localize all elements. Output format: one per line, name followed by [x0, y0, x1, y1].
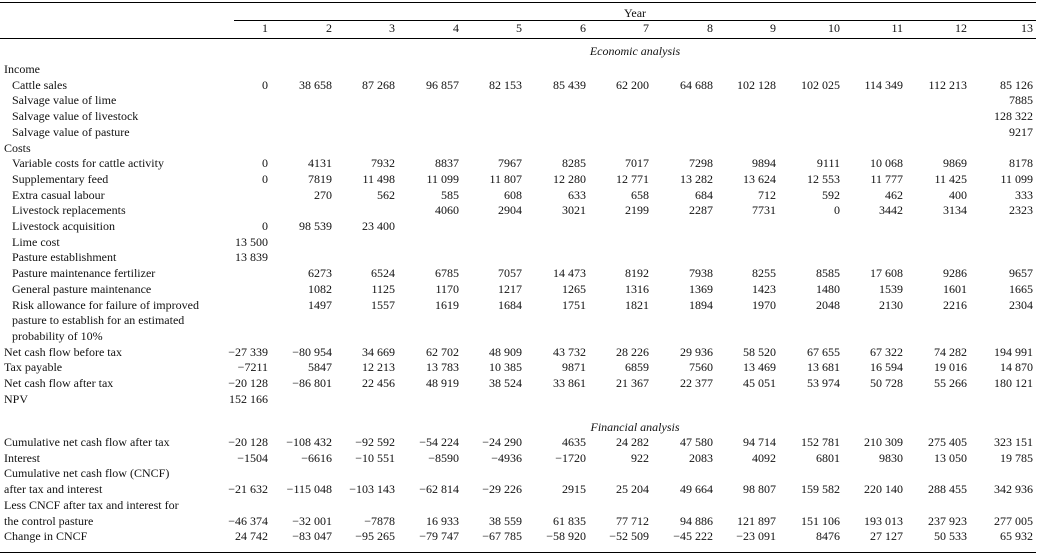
table-cell: 65 932 — [1000, 529, 1033, 544]
table-cell: 64 688 — [680, 77, 713, 92]
table-cell: 2304 — [1009, 297, 1033, 312]
row-label: Pasture maintenance fertilizer — [12, 266, 156, 281]
table-cell: 13 500 — [235, 234, 268, 249]
table-cell: −10 551 — [355, 450, 395, 465]
table-cell: 4092 — [752, 450, 776, 465]
table-cell: −7878 — [364, 513, 395, 528]
row-label: Salvage value of lime — [12, 93, 117, 108]
table-cell: −52 509 — [609, 529, 649, 544]
table-cell: 8255 — [752, 266, 776, 281]
table-cell: 7938 — [689, 266, 713, 281]
table-cell: 8585 — [816, 266, 840, 281]
table-cell: 25 204 — [616, 482, 649, 497]
table-cell: −67 785 — [482, 529, 522, 544]
table-cell: 48 909 — [489, 344, 522, 359]
table-cell: 6524 — [371, 266, 395, 281]
table-cell: 49 664 — [680, 482, 713, 497]
table-cell: 6273 — [308, 266, 332, 281]
table-cell: 237 923 — [928, 513, 967, 528]
table-cell: 13 282 — [680, 171, 713, 186]
table-cell: 61 835 — [553, 513, 586, 528]
table-cell: 98 539 — [299, 219, 332, 233]
table-cell: 13 681 — [807, 360, 840, 375]
table-cell: 7017 — [625, 156, 649, 171]
table-cell: 14 473 — [553, 266, 586, 281]
table-cell: 5847 — [308, 360, 332, 375]
table-cell: 11 099 — [426, 171, 459, 186]
table-cell: 48 919 — [426, 376, 459, 390]
table-cell: 50 728 — [870, 376, 903, 390]
row-label: Variable costs for cattle activity — [12, 156, 164, 171]
table-cell: 1265 — [562, 281, 586, 296]
table-cell: 7932 — [371, 156, 395, 171]
table-cell: 19 785 — [1000, 450, 1033, 465]
table-cell: 8476 — [816, 529, 840, 544]
table-cell: −46 374 — [228, 513, 268, 528]
year-header: Year — [623, 6, 647, 20]
table-cell: 712 — [758, 187, 776, 202]
table-cell: 658 — [631, 187, 649, 202]
table-cell: 50 533 — [934, 529, 967, 544]
table-cell: 9657 — [1009, 266, 1033, 281]
table-cell: 24 742 — [235, 529, 268, 544]
table-cell: 1497 — [308, 297, 332, 312]
table-cell: 1684 — [498, 297, 522, 312]
year-column-header: 8 — [707, 21, 713, 35]
table-cell: 9286 — [943, 266, 967, 281]
table-cell: 3134 — [943, 203, 967, 218]
table-cell: 608 — [504, 187, 522, 202]
table-cell: 210 309 — [864, 435, 903, 449]
row-label: Income — [4, 62, 40, 76]
table-cell: 11 099 — [1000, 171, 1033, 186]
year-column-header: 13 — [1021, 21, 1033, 35]
table-cell: −20 128 — [228, 435, 268, 449]
table-cell: −7211 — [237, 360, 268, 375]
table-cell: 9830 — [879, 450, 903, 465]
top-rule — [0, 2, 1036, 3]
row-label: NPV — [4, 391, 29, 406]
table-cell: 4131 — [308, 156, 332, 171]
table-cell: 1601 — [943, 281, 967, 296]
table-cell: 462 — [885, 187, 903, 202]
table-cell: 7885 — [1009, 93, 1033, 108]
table-cell: 16 933 — [426, 513, 459, 528]
table-cell: −27 339 — [228, 344, 268, 359]
row-label: the control pasture — [4, 513, 94, 528]
year-column-header: 2 — [326, 21, 332, 35]
table-cell: −80 954 — [292, 344, 332, 359]
table-cell: 98 807 — [743, 482, 776, 497]
table-cell: 9871 — [562, 360, 586, 375]
table-cell: 19 016 — [934, 360, 967, 375]
table-cell: 342 936 — [994, 482, 1033, 497]
table-cell: 47 580 — [680, 435, 713, 449]
table-cell: 1125 — [371, 281, 395, 296]
table-cell: 55 266 — [934, 376, 967, 390]
table-cell: 633 — [568, 187, 586, 202]
table-cell: 194 991 — [994, 344, 1033, 359]
table-cell: 112 213 — [928, 77, 967, 92]
table-cell: −108 432 — [286, 435, 332, 449]
table-cell: 27 127 — [870, 529, 903, 544]
table-cell: −6616 — [301, 450, 332, 465]
table-cell: 193 013 — [864, 513, 903, 528]
section-financial-analysis: Financial analysis — [590, 420, 680, 434]
table-cell: 23 400 — [362, 219, 395, 233]
table-cell: 16 594 — [870, 360, 903, 375]
table-cell: −8590 — [428, 450, 459, 465]
table-cell: 13 624 — [743, 171, 776, 186]
table-cell: 220 140 — [864, 482, 903, 497]
table-cell: 6785 — [435, 266, 459, 281]
table-cell: 3442 — [879, 203, 903, 218]
table-cell: 11 425 — [934, 171, 967, 186]
table-cell: −58 920 — [546, 529, 586, 544]
table-cell: 17 608 — [870, 266, 903, 281]
table-cell: 96 857 — [426, 77, 459, 92]
table-cell: 85 126 — [1000, 77, 1033, 92]
table-cell: 7057 — [498, 266, 522, 281]
table-cell: 11 777 — [870, 171, 903, 186]
year-column-header: 9 — [770, 21, 776, 35]
table-cell: −95 265 — [355, 529, 395, 544]
table-cell: 1316 — [625, 281, 649, 296]
table-cell: −86 801 — [292, 376, 332, 390]
table-cell: 1619 — [435, 297, 459, 312]
year-column-header: 12 — [955, 21, 967, 35]
table-cell: 1369 — [689, 281, 713, 296]
table-cell: 121 897 — [737, 513, 776, 528]
row-label: Change in CNCF — [4, 529, 88, 544]
table-cell: 94 886 — [680, 513, 713, 528]
row-label: Pasture establishment — [12, 250, 117, 265]
table-cell: 2048 — [816, 297, 840, 312]
table-cell: 0 — [262, 77, 268, 92]
row-label: after tax and interest — [4, 482, 103, 497]
table-cell: 13 839 — [235, 250, 268, 265]
table-cell: 9894 — [752, 156, 776, 171]
row-label: Cumulative net cash flow after tax — [4, 435, 170, 449]
row-label: Less CNCF after tax and interest for — [4, 497, 179, 512]
table-cell: 323 151 — [994, 435, 1033, 449]
table-cell: −1504 — [237, 450, 268, 465]
table-cell: 102 128 — [737, 77, 776, 92]
table-cell: 2083 — [689, 450, 713, 465]
table-cell: −92 592 — [355, 435, 395, 449]
table-cell: 12 280 — [553, 171, 586, 186]
table-cell: 151 106 — [801, 513, 840, 528]
table-cell: 4635 — [562, 435, 586, 449]
section-economic-analysis: Economic analysis — [589, 44, 681, 58]
year-column-header: 5 — [516, 21, 522, 35]
table-cell: 9217 — [1009, 124, 1033, 139]
table-cell: −103 143 — [349, 482, 395, 497]
table-cell: 7298 — [689, 156, 713, 171]
table-cell: 288 455 — [928, 482, 967, 497]
table-cell: 277 005 — [994, 513, 1033, 528]
table-cell: −23 091 — [736, 529, 776, 544]
table-cell: 8178 — [1009, 156, 1033, 171]
table-cell: 270 — [314, 187, 332, 202]
table-cell: 21 367 — [616, 376, 649, 390]
table-cell: 6801 — [816, 450, 840, 465]
table-cell: −21 632 — [228, 482, 268, 497]
table-cell: 9869 — [943, 156, 967, 171]
table-cell: 22 456 — [362, 376, 395, 390]
table-cell: 10 068 — [870, 156, 903, 171]
table-cell: −115 048 — [286, 482, 332, 497]
table-cell: 7731 — [752, 203, 776, 218]
table-cell: 9111 — [816, 156, 840, 171]
table-cell: 74 282 — [934, 344, 967, 359]
table-cell: 11 498 — [362, 171, 395, 186]
table-cell: 24 282 — [616, 435, 649, 449]
table-cell: −62 814 — [419, 482, 459, 497]
table-cell: 10 385 — [489, 360, 522, 375]
year-column-header: 7 — [643, 21, 649, 35]
table-cell: 62 702 — [426, 344, 459, 359]
table-cell: −29 226 — [482, 482, 522, 497]
row-label: Net cash flow before tax — [4, 344, 122, 359]
table-cell: 11 807 — [489, 171, 522, 186]
table-cell: 922 — [631, 450, 649, 465]
table-cell: 2323 — [1009, 203, 1033, 218]
table-cell: −54 224 — [419, 435, 459, 449]
table-cell: 2216 — [943, 297, 967, 312]
table-cell: 62 200 — [616, 77, 649, 92]
row-label: Livestock acquisition — [12, 219, 115, 233]
table-cell: 12 771 — [616, 171, 649, 186]
row-label: Salvage value of livestock — [12, 109, 139, 124]
year-column-header: 3 — [389, 21, 395, 35]
table-cell: 67 322 — [870, 344, 903, 359]
table-cell: 38 524 — [489, 376, 522, 390]
table-cell: 400 — [949, 187, 967, 202]
table-cell: 14 870 — [1000, 360, 1033, 375]
table-cell: 102 025 — [801, 77, 840, 92]
table-cell: 1480 — [816, 281, 840, 296]
table-cell: 684 — [695, 187, 713, 202]
table-cell: 7560 — [689, 360, 713, 375]
table-cell: 0 — [834, 203, 840, 218]
table-cell: 53 974 — [807, 376, 840, 390]
table-cell: 43 732 — [553, 344, 586, 359]
row-label: Interest — [4, 450, 40, 465]
table-cell: 180 121 — [994, 376, 1033, 390]
table-cell: 2904 — [498, 203, 522, 218]
table-cell: 12 213 — [362, 360, 395, 375]
table-cell: −32 001 — [292, 513, 332, 528]
table-cell: 38 658 — [299, 77, 332, 92]
table-cell: −4936 — [491, 450, 522, 465]
table-cell: −20 128 — [228, 376, 268, 390]
row-label: Cattle sales — [12, 77, 67, 92]
table-cell: 585 — [441, 187, 459, 202]
table-cell: 1970 — [752, 297, 776, 312]
table-cell: 13 783 — [426, 360, 459, 375]
table-cell: 8192 — [625, 266, 649, 281]
table-cell: 77 712 — [616, 513, 649, 528]
table-cell: 333 — [1015, 187, 1033, 202]
table-cell: 1557 — [371, 297, 395, 312]
year-column-header: 1 — [262, 21, 268, 35]
table-cell: 275 405 — [928, 435, 967, 449]
row-label: Net cash flow after tax — [4, 376, 114, 390]
table-cell: 2287 — [689, 203, 713, 218]
table-cell: 13 469 — [743, 360, 776, 375]
table-cell: 1665 — [1009, 281, 1033, 296]
row-label: Tax payable — [4, 360, 63, 375]
bottom-rule — [0, 552, 1036, 553]
year-column-header: 11 — [891, 21, 903, 35]
table-cell: 29 936 — [680, 344, 713, 359]
row-label: Lime cost — [12, 234, 60, 249]
table-cell: 34 669 — [362, 344, 395, 359]
table-cell: 13 050 — [934, 450, 967, 465]
table-cell: −79 747 — [419, 529, 459, 544]
row-label: Livestock replacements — [12, 203, 126, 218]
table-cell: 87 268 — [362, 77, 395, 92]
table-cell: 8837 — [435, 156, 459, 171]
table-cell: 592 — [822, 187, 840, 202]
table-cell: 85 439 — [553, 77, 586, 92]
table-cell: 2130 — [879, 297, 903, 312]
table-cell: 3021 — [562, 203, 586, 218]
table-cell: 0 — [262, 171, 268, 186]
table-cell: 22 377 — [680, 376, 713, 390]
table-cell: 114 349 — [864, 77, 903, 92]
table-cell: 1894 — [689, 297, 713, 312]
table-cell: 33 861 — [553, 376, 586, 390]
row-label: probability of 10% — [12, 328, 103, 343]
year-column-header: 10 — [828, 21, 840, 35]
table-cell: −83 047 — [292, 529, 332, 544]
table-cell: 1751 — [562, 297, 586, 312]
table-cell: 0 — [262, 219, 268, 233]
year-column-header: 6 — [580, 21, 586, 35]
table-cell: 1170 — [435, 281, 459, 296]
table-cell: 1217 — [498, 281, 522, 296]
table-cell: 1821 — [625, 297, 649, 312]
row-label: Costs — [4, 140, 31, 155]
table-cell: 2915 — [562, 482, 586, 497]
year-column-header: 4 — [453, 21, 459, 35]
table-cell: 82 153 — [489, 77, 522, 92]
table-cell: 2199 — [625, 203, 649, 218]
table-cell: 45 051 — [743, 376, 776, 390]
table-cell: 1423 — [752, 281, 776, 296]
table-cell: 28 226 — [616, 344, 649, 359]
table-cell: 38 559 — [489, 513, 522, 528]
row-label: pasture to establish for an estimated — [12, 313, 185, 328]
table-cell: 4060 — [435, 203, 459, 218]
table-cell: 12 553 — [807, 171, 840, 186]
row-label: Extra casual labour — [12, 187, 105, 202]
header-rule — [0, 38, 1036, 39]
row-label: General pasture maintenance — [12, 281, 152, 296]
table-cell: 562 — [377, 187, 395, 202]
table-cell: 7819 — [308, 171, 332, 186]
table-cell: 67 655 — [807, 344, 840, 359]
table-cell: 159 582 — [801, 482, 840, 497]
table-cell: −1720 — [555, 450, 586, 465]
row-label: Risk allowance for failure of improved — [12, 297, 199, 312]
table-cell: 58 520 — [743, 344, 776, 359]
table-cell: 94 714 — [743, 435, 776, 449]
table-cell: 128 322 — [994, 109, 1033, 124]
table-cell: 1539 — [879, 281, 903, 296]
table-cell: −24 290 — [482, 435, 522, 449]
table-cell: 6859 — [625, 360, 649, 375]
row-label: Supplementary feed — [12, 171, 109, 186]
row-label: Salvage value of pasture — [12, 124, 130, 139]
table-cell: 152 166 — [229, 391, 268, 406]
table-cell: 7967 — [498, 156, 522, 171]
table-cell: 152 781 — [801, 435, 840, 449]
row-label: Cumulative net cash flow (CNCF) — [4, 466, 170, 481]
table-cell: −45 222 — [673, 529, 713, 544]
table-cell: 0 — [262, 156, 268, 171]
table-cell: 1082 — [308, 281, 332, 296]
table-cell: 8285 — [562, 156, 586, 171]
